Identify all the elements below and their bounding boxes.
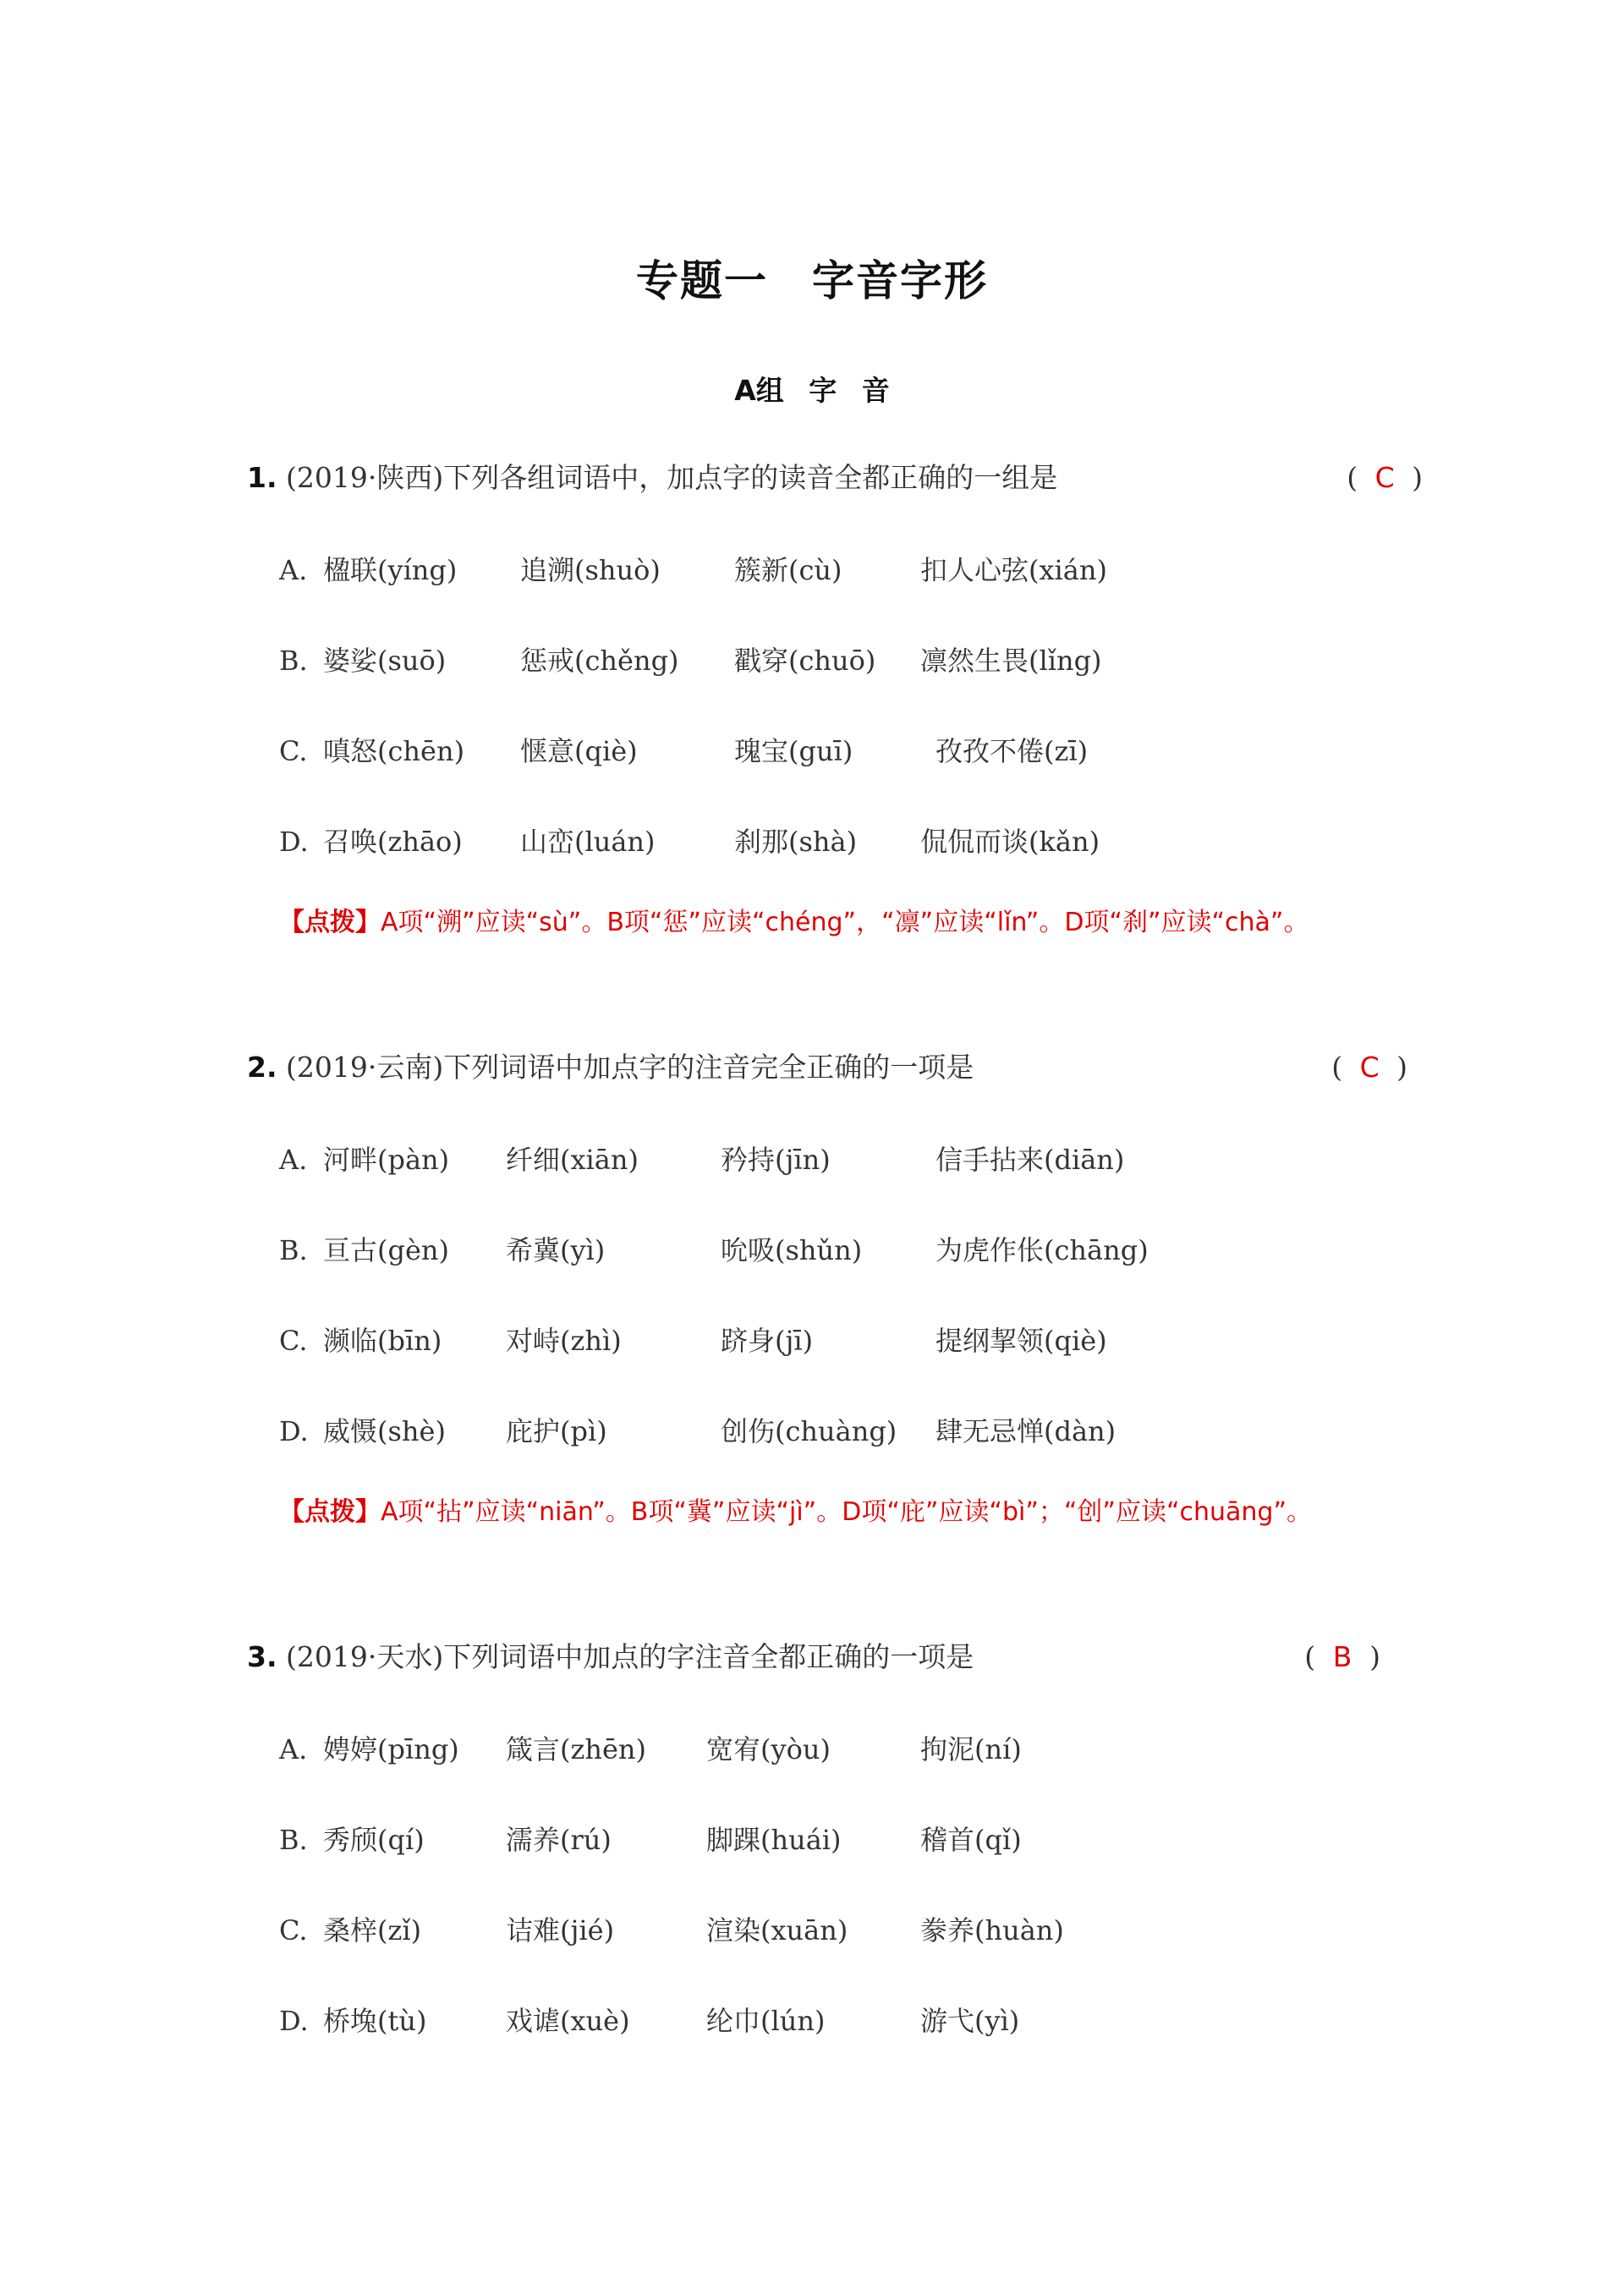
option-item: 惩戒(chěng): [520, 645, 679, 677]
option-item: 秀颀(qí): [323, 1824, 425, 1856]
option-item: 纤细(xiān): [506, 1144, 639, 1176]
option-item: 箴言(zhēn): [506, 1733, 646, 1765]
option-item: 吮吸(shǔn): [721, 1234, 863, 1266]
option-label: B.: [279, 645, 308, 677]
option-item: 濡养(rú): [506, 1824, 612, 1856]
answer-bracket: ( C ): [1331, 1049, 1407, 1086]
answer-letter: C: [1374, 461, 1395, 494]
option-item: 庇护(pì): [506, 1415, 607, 1447]
option-item: 召唤(zhāo): [323, 826, 463, 858]
option-item: 信手拈来(diān): [935, 1144, 1125, 1176]
option-item: 跻身(jī): [721, 1325, 814, 1357]
tip-tag: 【点拨】: [279, 908, 381, 937]
option-item: 扣人心弦(xián): [920, 554, 1107, 586]
option-item: 纶巾(lún): [706, 2005, 826, 2037]
answer-bracket: ( C ): [1347, 459, 1423, 497]
option-item: 为虎作伥(chāng): [935, 1234, 1149, 1266]
title-right: 字音字形: [812, 256, 988, 305]
option-item: 脚踝(huái): [706, 1824, 842, 1856]
option-label: A.: [279, 1733, 308, 1765]
option-item: 濒临(bīn): [323, 1325, 442, 1357]
option-item: 婆娑(suō): [323, 645, 447, 677]
page-title: [0, 247, 1624, 308]
option-item: 山峦(luán): [520, 826, 656, 858]
option-item: 桑梓(zǐ): [323, 1914, 422, 1946]
option-item: 渲染(xuān): [706, 1914, 848, 1946]
title-left: 专题一: [636, 256, 768, 305]
option-label: D.: [279, 2005, 309, 2037]
option-item: 瑰宝(guī): [734, 735, 853, 767]
option-item: 孜孜不倦(zī): [935, 735, 1089, 767]
option-item: 嗔怒(chēn): [323, 735, 465, 767]
option-label: A.: [279, 554, 308, 586]
option-item: 桥堍(tù): [323, 2005, 427, 2037]
answer-bracket: ( B ): [1304, 1639, 1380, 1676]
tip-text: A项“拈”应读“niān”。B项“冀”应读“jì”。D项“庇”应读“bì”；“创”应读“chuāng”。: [381, 1497, 1312, 1527]
option-item: 肆无忌惮(dàn): [935, 1415, 1116, 1447]
tip-text: A项“溯”应读“sù”。B项“惩”应读“chéng”，“凛”应读“lǐn”。D项“刹”应读“chà”。: [381, 908, 1309, 937]
option-item: 拘泥(ní): [920, 1733, 1022, 1765]
option-label: B.: [279, 1234, 308, 1266]
question-number: 3.: [247, 1640, 277, 1673]
option-label: B.: [279, 1824, 308, 1856]
option-item: 戳穿(chuō): [734, 645, 876, 677]
question-stem: (2019·陕西)下列各组词语中，加点字的读音全都正确的一组是: [286, 461, 1058, 494]
option-item: 希冀(yì): [506, 1234, 606, 1266]
option-item: 宽宥(yòu): [706, 1733, 831, 1765]
option-item: 游弋(yì): [920, 2005, 1020, 2037]
option-label: A.: [279, 1144, 308, 1176]
option-item: 侃侃而谈(kǎn): [920, 826, 1100, 858]
option-item: 威慑(shè): [323, 1415, 446, 1447]
question-1: [247, 459, 1423, 497]
tip-tag: 【点拨】: [279, 1497, 381, 1527]
answer-letter: B: [1332, 1640, 1352, 1673]
option-item: 矜持(jīn): [721, 1144, 831, 1176]
answer-tip: [279, 897, 1379, 949]
option-item: 簇新(cù): [734, 554, 842, 586]
question-3: [247, 1639, 1423, 1676]
option-item: 豢养(huàn): [920, 1914, 1064, 1946]
option-item: 提纲挈领(qiè): [935, 1325, 1107, 1357]
option-item: 楹联(yíng): [323, 554, 458, 586]
question-stem: (2019·云南)下列词语中加点字的注音完全正确的一项是: [286, 1051, 974, 1084]
option-item: 娉婷(pīng): [323, 1733, 459, 1765]
option-label: D.: [279, 1415, 309, 1447]
question-stem: (2019·天水)下列词语中加点的字注音全都正确的一项是: [286, 1640, 974, 1673]
answer-letter: C: [1359, 1051, 1380, 1084]
question-number: 2.: [247, 1051, 277, 1084]
option-item: 亘古(gèn): [323, 1234, 450, 1266]
option-label: D.: [279, 826, 309, 858]
option-label: C.: [279, 1325, 308, 1357]
option-item: 对峙(zhì): [506, 1325, 622, 1357]
option-label: C.: [279, 735, 308, 767]
option-item: 凛然生畏(lǐng): [920, 645, 1102, 677]
option-item: 刹那(shà): [734, 826, 858, 858]
option-item: 稽首(qǐ): [920, 1824, 1022, 1856]
option-item: 诘难(jié): [506, 1914, 615, 1946]
section-heading: A组 字 音: [734, 374, 890, 407]
option-item: 创伤(chuàng): [721, 1415, 897, 1447]
option-item: 惬意(qiè): [520, 735, 638, 767]
question-number: 1.: [247, 461, 277, 494]
option-item: 河畔(pàn): [323, 1144, 450, 1176]
option-label: C.: [279, 1914, 308, 1946]
question-2: [247, 1049, 1423, 1086]
answer-tip: [279, 1486, 1379, 1539]
option-item: 追溯(shuò): [520, 554, 661, 586]
option-item: 戏谑(xuè): [506, 2005, 630, 2037]
